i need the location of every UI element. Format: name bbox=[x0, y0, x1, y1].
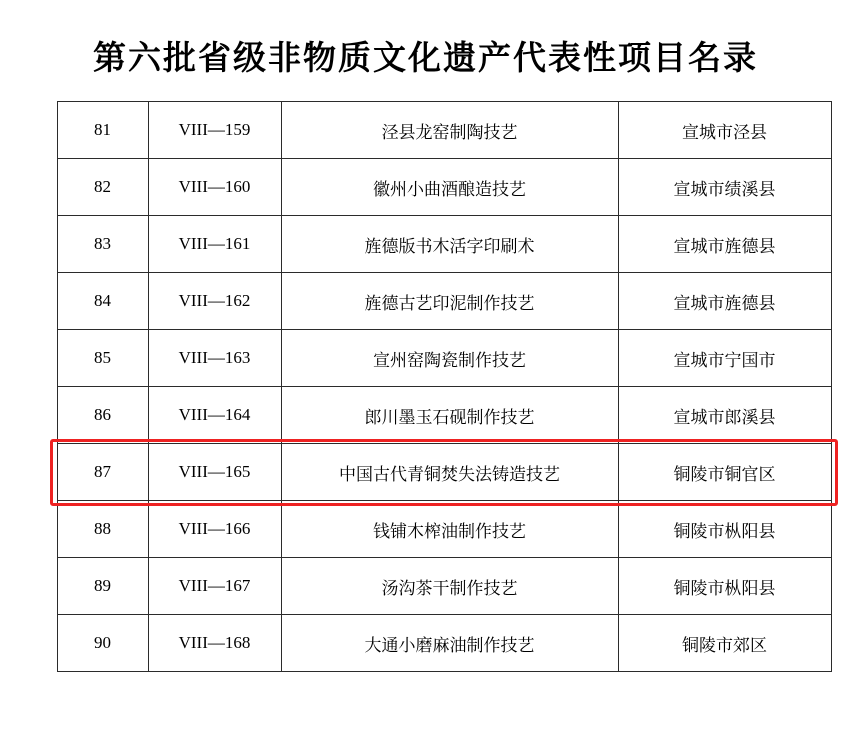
cell-sequence: 83 bbox=[57, 216, 148, 273]
cell-code: VIII—162 bbox=[148, 273, 281, 330]
cell-region: 宣城市旌德县 bbox=[618, 273, 831, 330]
cell-sequence: 82 bbox=[57, 159, 148, 216]
cell-region: 宣城市郎溪县 bbox=[618, 387, 831, 444]
cell-sequence: 87 bbox=[57, 444, 148, 501]
heritage-listing-table bbox=[57, 101, 832, 672]
cell-project-name: 中国古代青铜焚失法铸造技艺 bbox=[281, 444, 618, 501]
cell-region: 铜陵市郊区 bbox=[618, 615, 831, 672]
cell-code: VIII—164 bbox=[148, 387, 281, 444]
table-row bbox=[57, 216, 831, 273]
cell-region: 宣城市绩溪县 bbox=[618, 159, 831, 216]
cell-code: VIII—167 bbox=[148, 558, 281, 615]
cell-project-name: 旌德古艺印泥制作技艺 bbox=[281, 273, 618, 330]
table-row bbox=[57, 615, 831, 672]
cell-code: VIII—161 bbox=[148, 216, 281, 273]
table-row bbox=[57, 159, 831, 216]
cell-code: VIII—168 bbox=[148, 615, 281, 672]
page-title: 第六批省级非物质文化遗产代表性项目名录 bbox=[93, 41, 758, 77]
cell-sequence: 85 bbox=[57, 330, 148, 387]
cell-code: VIII—165 bbox=[148, 444, 281, 501]
table-row bbox=[57, 330, 831, 387]
cell-sequence: 81 bbox=[57, 102, 148, 159]
cell-region: 宣城市旌德县 bbox=[618, 216, 831, 273]
cell-project-name: 宣州窑陶瓷制作技艺 bbox=[281, 330, 618, 387]
cell-sequence: 90 bbox=[57, 615, 148, 672]
table-row bbox=[57, 444, 831, 501]
cell-region: 铜陵市铜官区 bbox=[618, 444, 831, 501]
table-row bbox=[57, 558, 831, 615]
cell-project-name: 泾县龙窑制陶技艺 bbox=[281, 102, 618, 159]
cell-project-name: 郎川墨玉石砚制作技艺 bbox=[281, 387, 618, 444]
table-container bbox=[57, 101, 795, 672]
table-row bbox=[57, 102, 831, 159]
cell-code: VIII—160 bbox=[148, 159, 281, 216]
table-row bbox=[57, 501, 831, 558]
cell-region: 宣城市泾县 bbox=[618, 102, 831, 159]
table-body bbox=[57, 102, 831, 672]
cell-project-name: 徽州小曲酒酿造技艺 bbox=[281, 159, 618, 216]
cell-project-name: 旌德版书木活字印刷术 bbox=[281, 216, 618, 273]
cell-project-name: 钱铺木榨油制作技艺 bbox=[281, 501, 618, 558]
cell-region: 铜陵市枞阳县 bbox=[618, 558, 831, 615]
cell-sequence: 89 bbox=[57, 558, 148, 615]
cell-project-name: 汤沟茶干制作技艺 bbox=[281, 558, 618, 615]
cell-code: VIII—159 bbox=[148, 102, 281, 159]
cell-sequence: 86 bbox=[57, 387, 148, 444]
cell-region: 铜陵市枞阳县 bbox=[618, 501, 831, 558]
table-row bbox=[57, 273, 831, 330]
cell-code: VIII—163 bbox=[148, 330, 281, 387]
cell-sequence: 84 bbox=[57, 273, 148, 330]
cell-region: 宣城市宁国市 bbox=[618, 330, 831, 387]
cell-code: VIII—166 bbox=[148, 501, 281, 558]
cell-sequence: 88 bbox=[57, 501, 148, 558]
table-row bbox=[57, 387, 831, 444]
cell-project-name: 大通小磨麻油制作技艺 bbox=[281, 615, 618, 672]
